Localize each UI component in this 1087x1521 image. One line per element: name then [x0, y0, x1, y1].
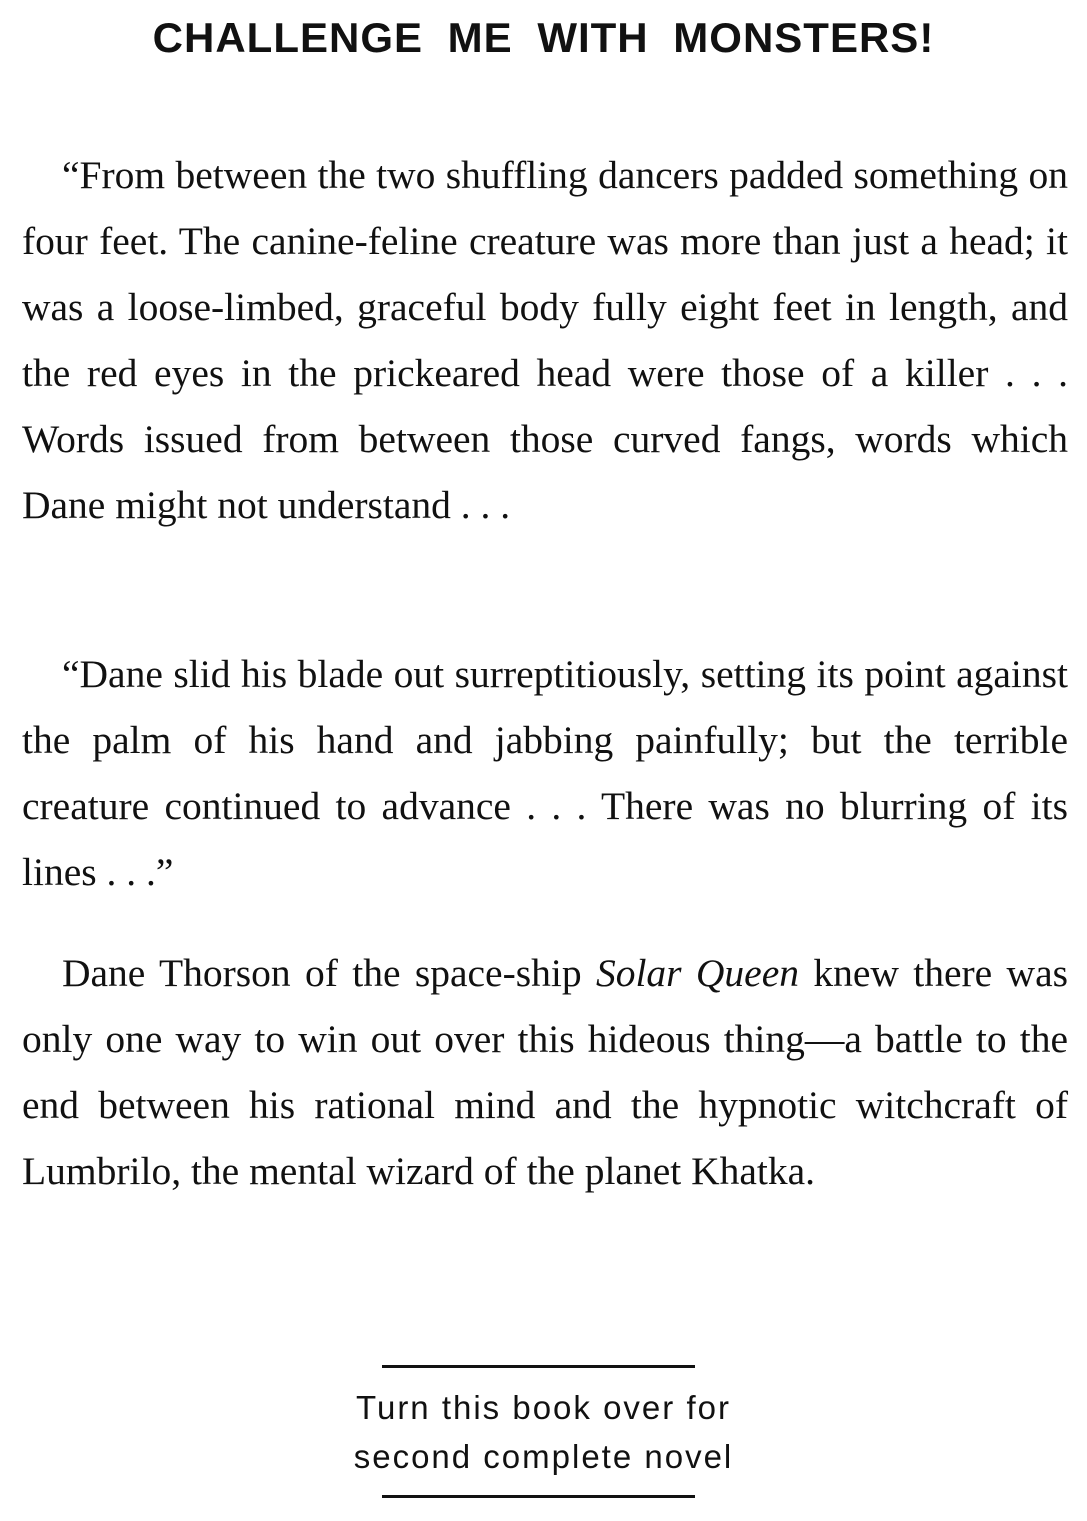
summary-text-before-ship: Dane Thorson of the space-ship [62, 951, 596, 995]
turn-over-note-line-1: Turn this book over for [356, 1389, 731, 1426]
summary-text-after-ship: knew there was only one way to win out over this hideous thing—a battle to the end between his rational mind and the hypnotic witchcraft of Lumbrilo, the mental wizard of the planet Khatka. [22, 951, 1068, 1193]
summary-paragraph [22, 940, 1068, 1204]
excerpt-paragraph-1: “From between the two shuffling dancers padded something on four feet. The canine-feline creature was more than just a head; it was a loose-limbed, graceful body fully eight feet in length, and the red eyes in the prickeared head were those of a killer . . . Words issued from between those curved fangs, words which Dane might not understand . . . [22, 153, 1068, 527]
divider-rule-bottom [382, 1495, 695, 1498]
turn-over-note-line-2: second complete novel [353, 1438, 734, 1475]
turn-over-note [0, 1383, 1087, 1481]
excerpt-paragraph-2: “Dane slid his blade out surreptitiously, setting its point against the palm of his hand and jabbing painfully; but the terrible creature continued to advance . . . There was no blurring of its lines . . .” [22, 652, 1068, 894]
divider-rule-top [382, 1365, 695, 1368]
ship-name: Solar Queen [595, 951, 799, 995]
page-title: CHALLENGE ME WITH MONSTERS! [152, 14, 935, 61]
